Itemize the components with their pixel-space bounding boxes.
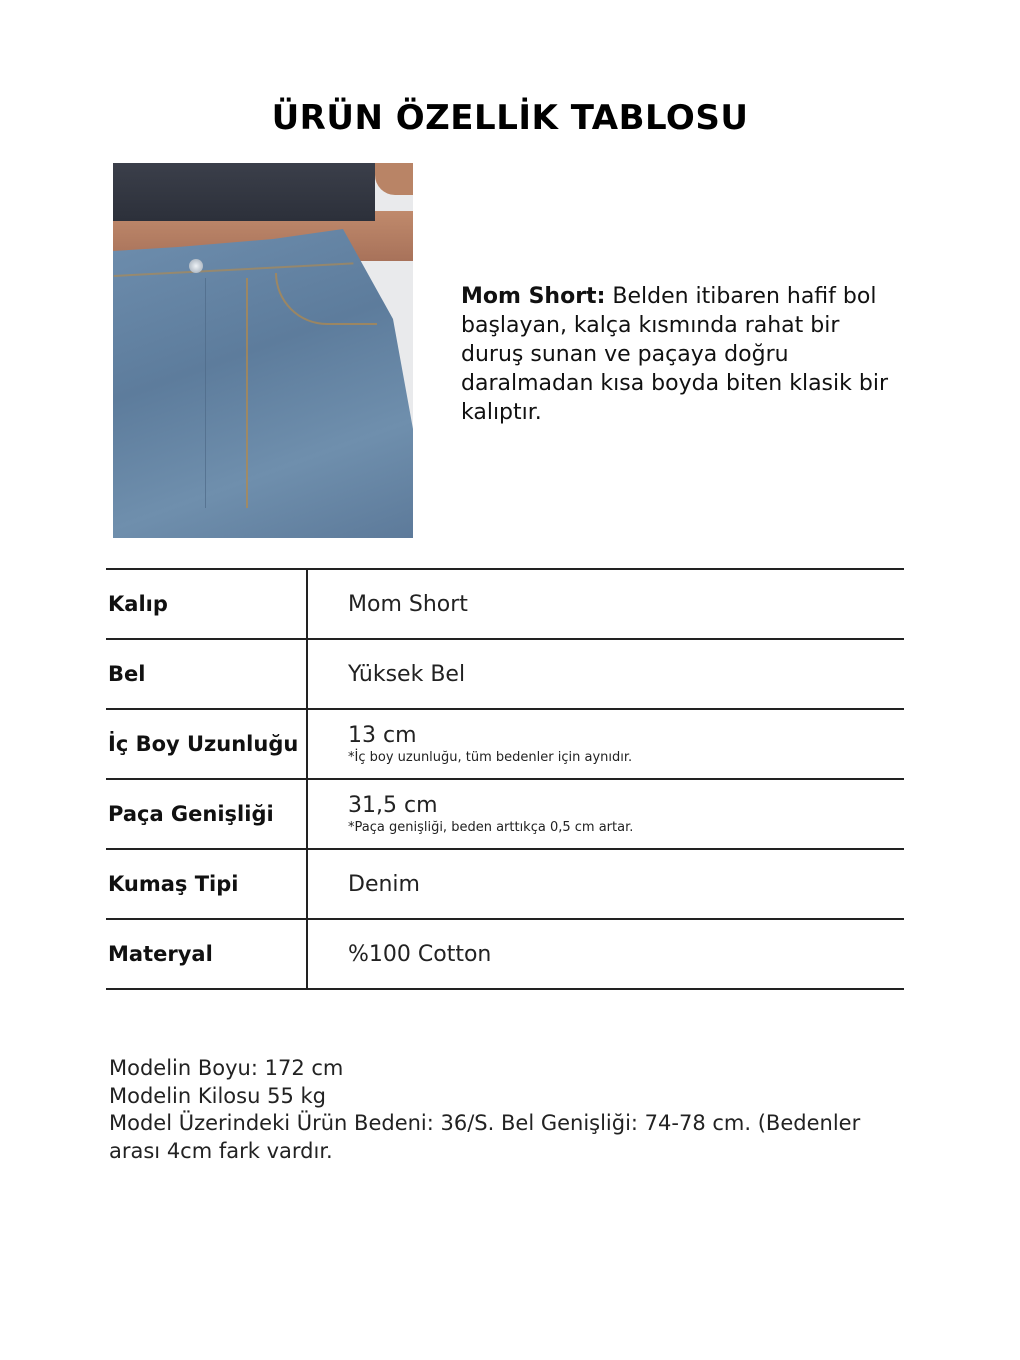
row-value-text: Mom Short bbox=[348, 591, 468, 617]
image-jeans-button bbox=[189, 259, 203, 273]
column-divider bbox=[306, 710, 308, 780]
model-weight: Modelin Kilosu 55 kg bbox=[109, 1083, 326, 1108]
row-value-text: 13 cm bbox=[348, 723, 417, 748]
row-value-text: %100 Cotton bbox=[348, 941, 492, 967]
image-skin-right bbox=[375, 163, 413, 195]
spec-table bbox=[106, 568, 904, 990]
column-divider bbox=[306, 920, 308, 990]
model-size: Model Üzerindeki Ürün Bedeni: 36/S. Bel Genişliği: 74-78 cm. (Bedenler arası 4cm fark vardır. bbox=[109, 1111, 861, 1163]
row-value bbox=[348, 920, 491, 988]
row-label: Paça Genişliği bbox=[108, 802, 274, 826]
image-fly-stitch bbox=[205, 278, 248, 508]
row-label: Kumaş Tipi bbox=[108, 872, 239, 896]
table-row bbox=[106, 710, 904, 780]
model-info bbox=[109, 1055, 909, 1165]
table-row bbox=[106, 850, 904, 920]
column-divider bbox=[306, 570, 308, 640]
table-row bbox=[106, 570, 904, 640]
row-value bbox=[348, 640, 465, 708]
table-row bbox=[106, 780, 904, 850]
row-label: İç Boy Uzunluğu bbox=[108, 732, 299, 756]
product-image bbox=[113, 163, 413, 538]
row-value-text: 31,5 cm bbox=[348, 793, 438, 818]
model-height: Modelin Boyu: 172 cm bbox=[109, 1056, 344, 1080]
column-divider bbox=[306, 640, 308, 710]
row-note: *Paça genişliği, beden arttıkça 0,5 cm artar. bbox=[348, 820, 634, 835]
column-divider bbox=[306, 850, 308, 920]
row-value bbox=[348, 710, 632, 778]
row-value bbox=[348, 850, 420, 918]
page-title: ÜRÜN ÖZELLİK TABLOSU bbox=[271, 98, 749, 138]
row-value-text: Yüksek Bel bbox=[348, 661, 466, 687]
row-value bbox=[348, 570, 468, 638]
table-row bbox=[106, 920, 904, 990]
product-description bbox=[461, 282, 901, 427]
description-lead: Mom Short: bbox=[461, 284, 606, 309]
row-value-text: Denim bbox=[348, 871, 420, 897]
row-label: Materyal bbox=[108, 942, 213, 966]
row-value bbox=[348, 780, 633, 848]
column-divider bbox=[306, 780, 308, 850]
row-note: *İç boy uzunluğu, tüm bedenler için aynıdır. bbox=[348, 750, 633, 765]
table-row bbox=[106, 640, 904, 710]
description-text: Belden itibaren hafif bol başlayan, kalça kısmında rahat bir duruş sunan ve paçaya doğru daralmadan kısa boyda biten klasik bir kalıptır. bbox=[461, 284, 888, 425]
image-shirt bbox=[113, 163, 375, 221]
row-label: Bel bbox=[108, 662, 146, 686]
row-label: Kalıp bbox=[108, 592, 168, 616]
